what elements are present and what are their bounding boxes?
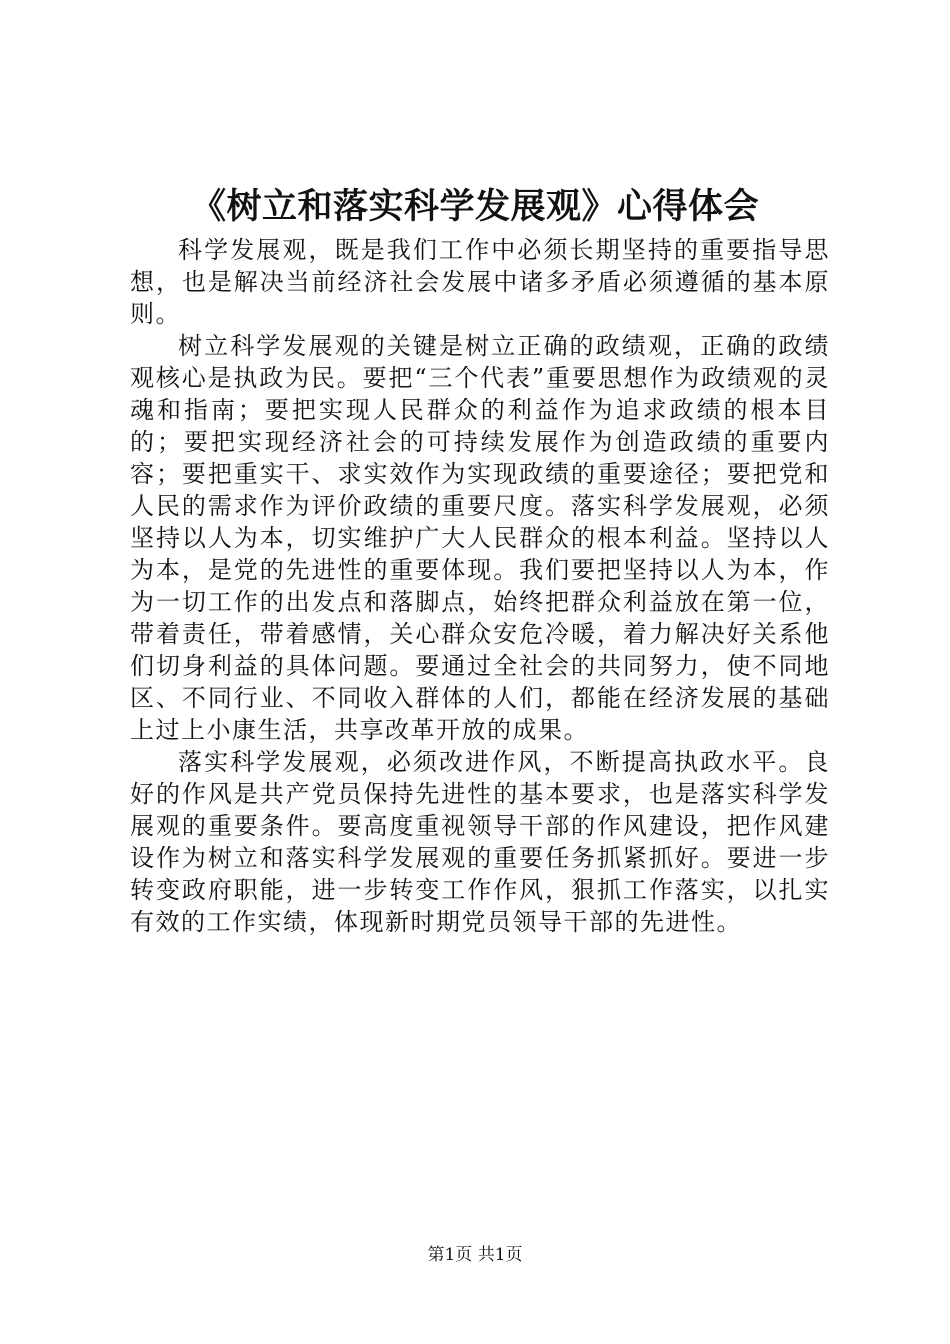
document-title: 《树立和落实科学发展观》心得体会 — [190, 186, 759, 227]
page-footer: 第1页 共1页 — [427, 1245, 523, 1265]
document-body — [130, 234, 830, 938]
paragraph-1: 科学发展观，既是我们工作中必须长期坚持的重要指导思想，也是解决当前经济社会发展中诸多矛盾必须遵循的基本原则。 — [130, 236, 830, 328]
paragraph-2: 树立科学发展观的关键是树立正确的政绩观，正确的政绩观核心是执政为民。要把“三个代表”重要思想作为政绩观的灵魂和指南；要把实现人民群众的利益作为追求政绩的根本目的；要把实现经济社会的可持续发展作为创造政绩的重要内容；要把重实干、求实效作为实现政绩的重要途径；要把党和人民的需求作为评价政绩的重要尺度。落实科学发展观，必须坚持以人为本，切实维护广大人民群众的根本利益。坚持以人为本，是党的先进性的重要体现。我们要把坚持以人为本，作为一切工作的出发点和落脚点，始终把群众利益放在第一位，带着责任，带着感情，关心群众安危冷暖，着力解决好关系他们切身利益的具体问题。要通过全社会的共同努力，使不同地区、不同行业、不同收入群体的人们，都能在经济发展的基础上过上小康生活，共享改革开放的成果。 — [130, 332, 830, 744]
paragraph-3: 落实科学发展观，必须改进作风，不断提高执政水平。良好的作风是共产党员保持先进性的基本要求，也是落实科学发展观的重要条件。要高度重视领导干部的作风建设，把作风建设作为树立和落实科学发展观的重要任务抓紧抓好。要进一步转变政府职能，进一步转变工作作风，狠抓工作落实，以扎实有效的工作实绩，体现新时期党员领导干部的先进性。 — [130, 748, 830, 936]
